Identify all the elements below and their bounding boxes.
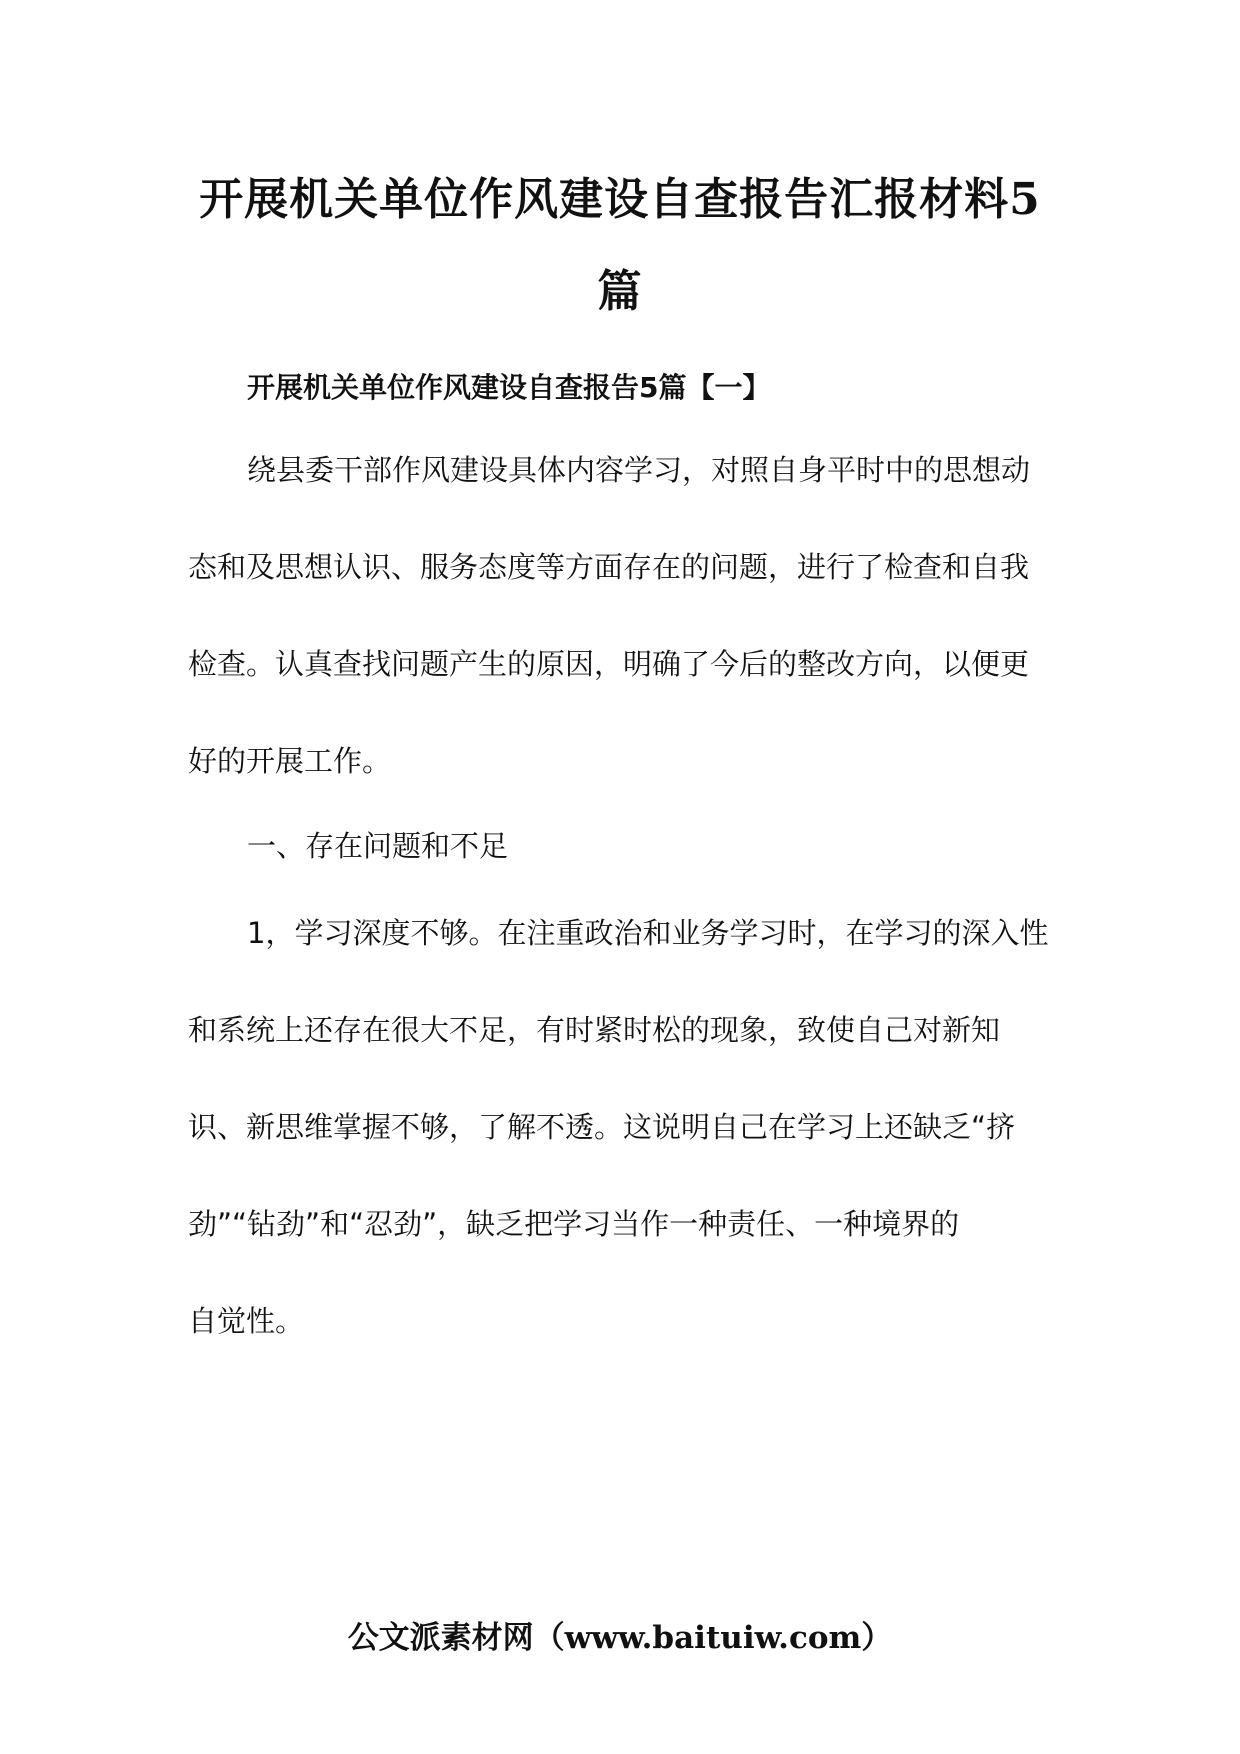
title-line-2: 篇	[597, 266, 643, 317]
page-footer: 公文派素材网（www.baituiw.com）	[347, 1620, 893, 1656]
problems-heading: 一、存在问题和不足	[247, 829, 509, 863]
paragraph-1-line-1: 绕县委干部作风建设具体内容学习，对照自身平时中的思想动	[247, 453, 1031, 487]
paragraph-3-line-3: 识、新思维掌握不够，了解不透。这说明自己在学习上还缺乏“挤	[188, 1110, 1016, 1144]
paragraph-3-line-4: 劲”“钻劲”和“忍劲”，缺乏把学习当作一种责任、一种境界的	[188, 1207, 960, 1241]
paragraph-3-line-1: 1，学习深度不够。在注重政治和业务学习时，在学习的深入性	[247, 916, 1049, 950]
paragraph-3-line-2: 和系统上还存在很大不足，有时紧时松的现象，致使自己对新知	[188, 1013, 1001, 1047]
document-title	[150, 154, 1090, 338]
paragraph-1-line-2: 态和及思想认识、服务态度等方面存在的问题，进行了检查和自我	[188, 550, 1030, 584]
section-heading: 开展机关单位作风建设自查报告5篇【一】	[247, 371, 771, 404]
paragraph-3-line-5: 自觉性。	[188, 1304, 305, 1338]
paragraph-1-line-4: 好的开展工作。	[188, 744, 392, 778]
paragraph-1-line-3: 检查。认真查找问题产生的原因，明确了今后的整改方向，以便更	[188, 647, 1030, 681]
title-line-1: 开展机关单位作风建设自查报告汇报材料5	[199, 174, 1041, 225]
